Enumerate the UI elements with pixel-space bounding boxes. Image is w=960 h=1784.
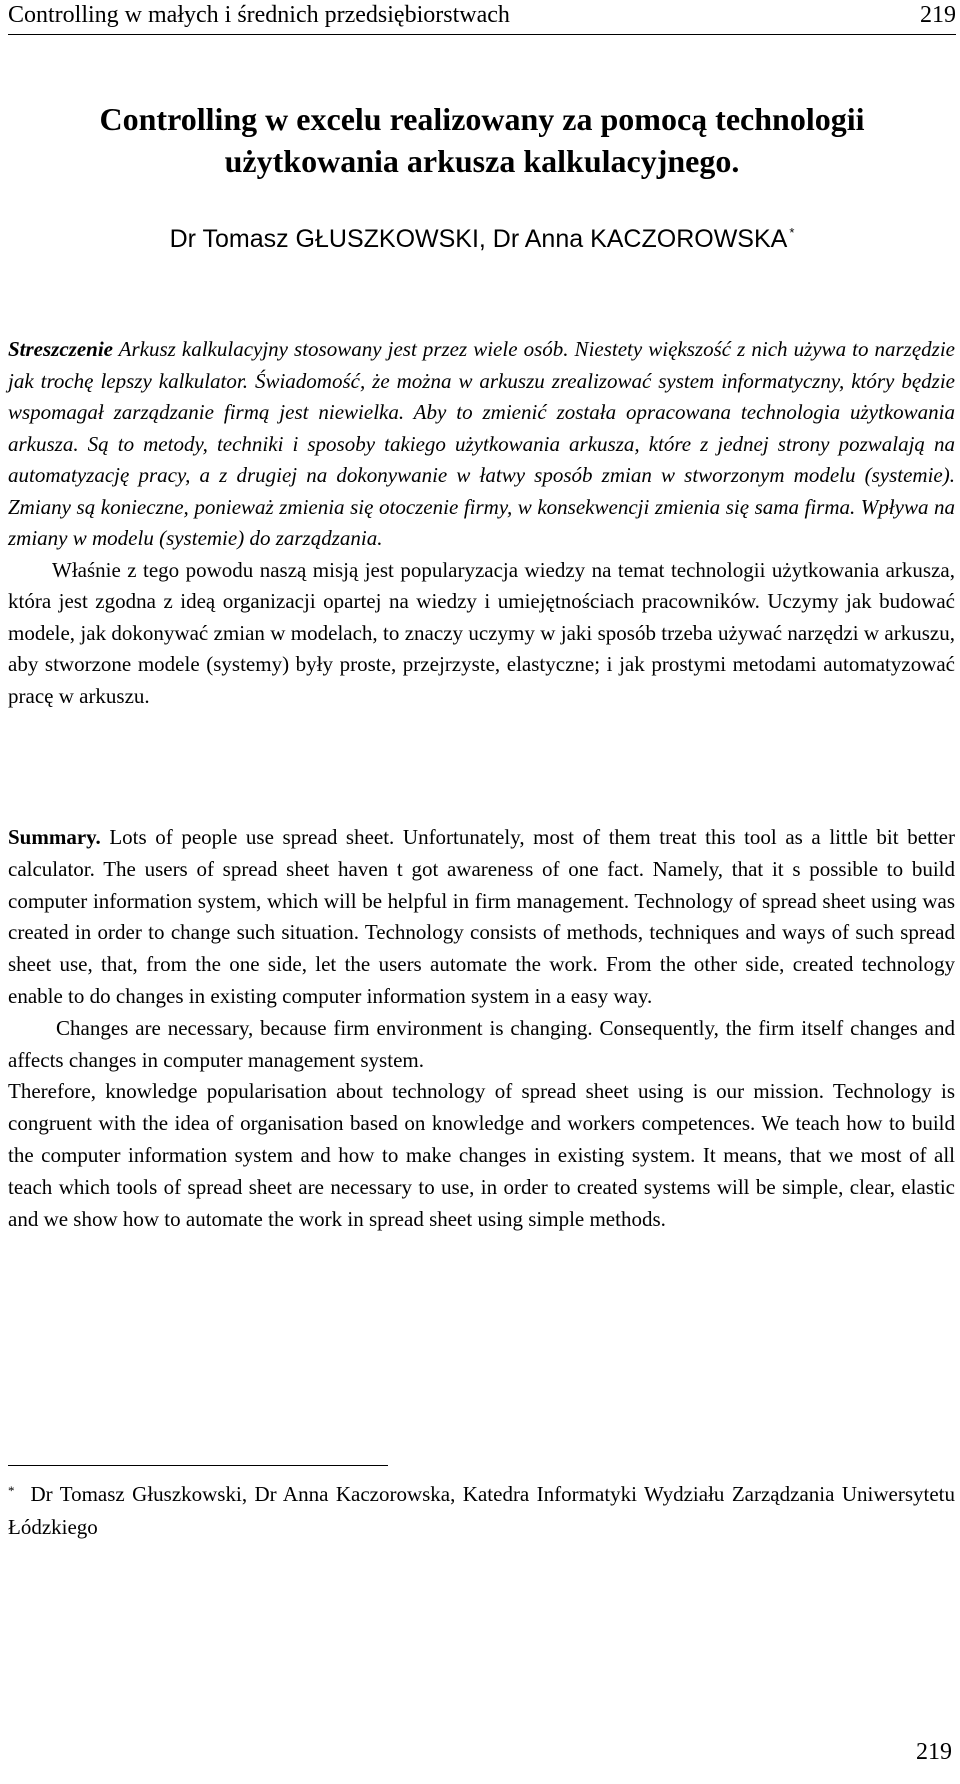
abstract-text-1: Arkusz kalkulacyjny stosowany jest przez wiele osób. Niestety większość z nich używa to narzędzie jak trochę lepszy kalkulator. Świadomość, że można w arkuszu zrealizować system informatyczny, który będzie wspomagał zarządzanie firmą jest niewielka. Aby to zmienić została opracowana technologia użytkowania arkusza. Są to metody, techniki i sposoby takiego użytkowania arkusza, które z jednej strony pozwalają na automatyzację pracy, a z drugiej na dokonywanie w łatwy sposób zmian w stworzonym modelu (systemie). Zmiany są konieczne, ponieważ zmienia się otoczenie firmy, w konsekwencji zmienia się sama firma. Wpływa na zmiany w modelu (systemie) do zarządzania. [8,337,955,550]
summary-text-1: Lots of people use spread sheet. Unfortunately, most of them treat this tool as a little bit better calculator. The users of spread sheet haven t got awareness of one fact. Namely, that it s possible to build computer information system, which will be helpful in firm management. Technology of spread sheet using was created in order to change such situation. Technology consists of methods, techniques and ways of such spread sheet use, that, from the one side, let the users automate the work. From the other side, created technology enable to do changes in existing computer information system in a easy way. [8,825,955,1008]
article-title [8,98,956,182]
header-page-number: 219 [920,2,956,28]
abstract-paragraph-1 [8,334,955,555]
footnote-paragraph [8,1478,955,1544]
summary-paragraph-2: Changes are necessary, because firm environment is changing. Consequently, the firm itself changes and affects changes in computer management system. [8,1015,955,1072]
summary-label: Summary. [8,825,101,849]
abstract-paragraph-2: Właśnie z tego powodu naszą misją jest popularyzacja wiedzy na temat technologii użytkowania arkusza, która jest zgodna z ideą organizacji opartej na wiedzy i umiejętnościach pracowników. Uczymy jak budować modele, jak dokonywać zmian w modelach, to znaczy uczymy w jaki sposób trzeba używać narzędzi w arkuszu, aby stworzone modele (systemy) były proste, przejrzyste, elastyczne; i jak prostymi metodami automatyzować pracę w arkuszu. [8,557,955,708]
article-authors [8,224,956,254]
article-title-line-2: użytkowania arkusza kalkulacyjnego. [224,143,740,179]
summary-paragraph-1 [8,822,955,1013]
abstract-label: Streszczenie [8,337,113,361]
footnote-separator [8,1465,388,1466]
footer-page-number: 219 [916,1739,952,1765]
abstract-polish [8,334,955,712]
footnote-mark: * [8,1483,15,1498]
authors-footnote-mark: * [789,225,795,240]
summary-paragraph-3: Therefore, knowledge popularisation about technology of spread sheet using is our mission. Technology is congruent with the idea of organisation based on knowledge and workers competences. We teach how to build the computer information system and how to make changes in existing system. It means, that we most of all teach which tools of spread sheet are necessary to use, in order to created systems will be simple, clear, elastic and we show how to automate the work in spread sheet using simple methods. [8,1079,955,1231]
running-header [8,0,956,35]
summary-english [8,822,955,1235]
running-title: Controlling w małych i średnich przedsiębiorstwach [8,2,510,28]
authors-text: Dr Tomasz GŁUSZKOWSKI, Dr Anna KACZOROWSKA [169,225,788,253]
footnote-text: Dr Tomasz Głuszkowski, Dr Anna Kaczorowska, Katedra Informatyki Wydziału Zarządzania Uniwersytetu Łódzkiego [8,1482,955,1539]
footnote [8,1478,955,1544]
article-title-line-1: Controlling w excelu realizowany za pomocą technologii [99,101,865,137]
